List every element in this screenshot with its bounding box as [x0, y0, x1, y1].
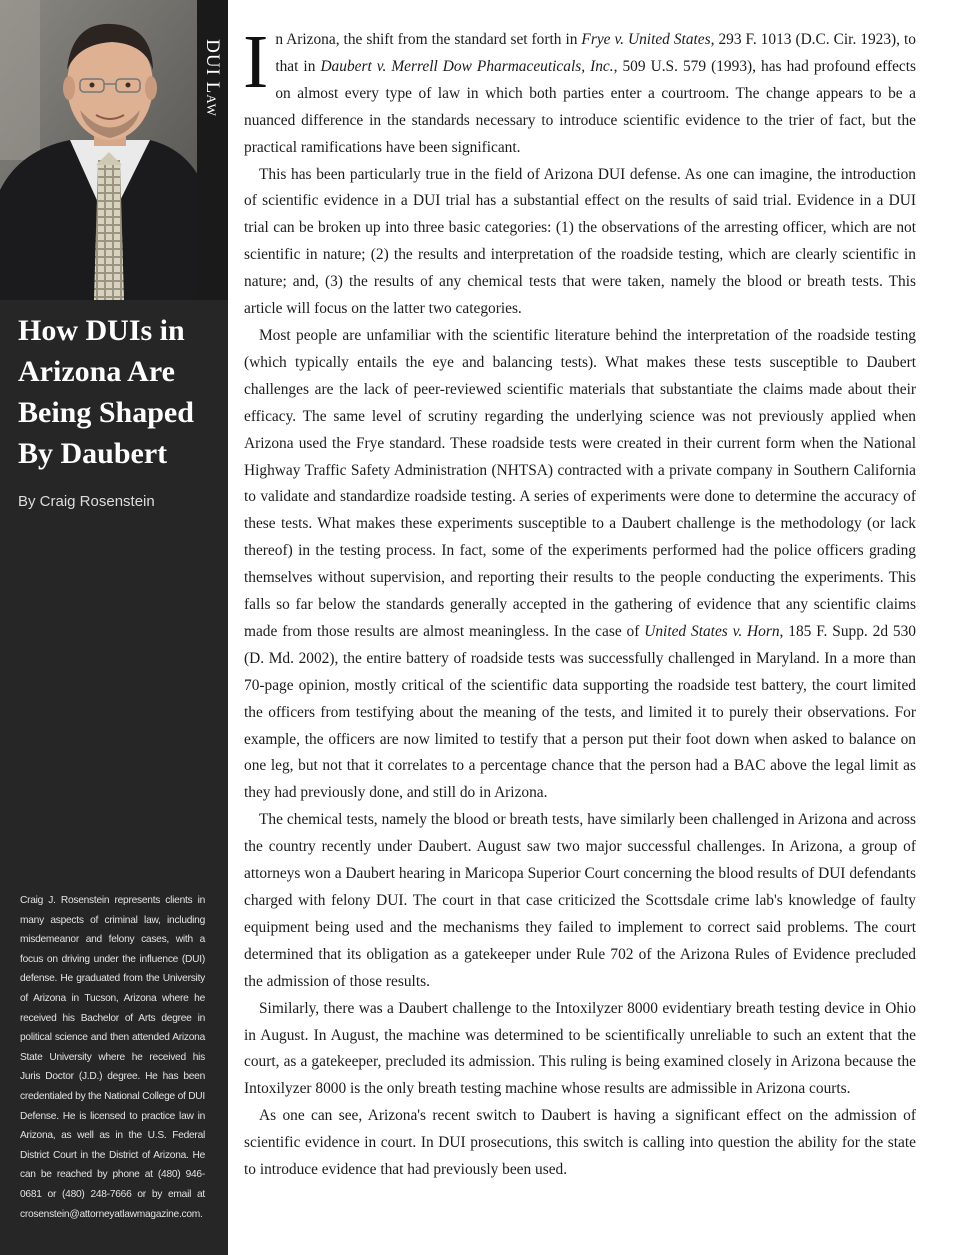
- sidebar: [0, 0, 228, 1255]
- author-bio: Craig J. Rosenstein represents clients in many aspects of criminal law, including misdemeanor and felony cases, with a focus on driving under the influence (DUI) defense. He graduated from the University of Arizona in Tucson, Arizona where he received his Bachelor of Arts degree in political science and then attended Arizona State University where he received his Juris Doctor (J.D.) degree. He has been credentialed by the National College of DUI Defense. He is licensed to practice law in Arizona, as well as in the U.S. Federal District Court in the District of Arizona. He can be reached by phone at (480) 946-0681 or (480) 248-7666 or by email at crosenstein@attorneyatlawmagazine.com.: [20, 895, 205, 1220]
- article-paragraph-3: [244, 323, 916, 807]
- text-run: , 185 F. Supp. 2d 530 (D. Md. 2002), the entire battery of roadside tests was successfully challenged in Maryland. In a more than 70-page opinion, mostly critical of the scientific data supporting the roadside test battery, the court limited the officers from testifying about the meaning of the tests, and limited it to purely their observations. For example, the officers are now limited to testify that a person put their foot down when asked to balance on one leg, but not that it correlates to a percentage chance that the person had a BAC above the legal limit as they had previously done, and still do in Arizona.: [244, 622, 916, 802]
- article-body: [243, 20, 917, 1184]
- drop-cap: I: [243, 20, 269, 104]
- article-paragraph-6: As one can see, Arizona's recent switch to Daubert is having a significant effect on the admission of scientific evidence in court. In DUI prosecutions, this switch is calling into question the ability for the state to introduce evidence that had previously been used.: [244, 1107, 916, 1179]
- section-label: DUI Law: [202, 39, 223, 117]
- article-headline: How DUIs in Arizona Are Being Shaped By Daubert: [18, 314, 194, 470]
- case-citation: Frye v. United States,: [581, 31, 715, 48]
- text-run: n Arizona, the shift from the standard set forth in: [275, 31, 582, 48]
- author-photo: [0, 0, 228, 300]
- article-paragraph-1: [243, 20, 917, 162]
- case-citation: United States v. Horn: [644, 622, 780, 640]
- article-paragraph-5: Similarly, there was a Daubert challenge to the Intoxilyzer 8000 evidentiary breath testing device in Ohio in August. In August, the machine was determined to be scientifically unreliable to such an extent that the court, as a gatekeeper, precluded its admission. This ruling is being examined closely in Arizona because the Intoxilyzer 8000 is the only breath testing machine whose results are admissible in Arizona courts.: [244, 999, 916, 1098]
- article-paragraph-4: The chemical tests, namely the blood or breath tests, have similarly been challenged in Arizona and across the country recently under Daubert. August saw two major successful challenges. In Arizona, a group of attorneys won a Daubert hearing in Maricopa Superior Court concerning the blood results of DUI defendants charged with felony DUI. The court in that case criticized the Scottsdale crime lab's knowledge of faulty equipment being used and the mechanisms they failed to implement to correct said problems. The court determined that its obligation as a gatekeeper under Rule 702 of the Arizona Rules of Evidence precluded the admission of those results.: [244, 811, 916, 990]
- case-citation: Daubert v. Merrell Dow Pharmaceuticals, Inc.: [320, 57, 614, 75]
- byline: By Craig Rosenstein: [18, 493, 155, 510]
- text-run: Most people are unfamiliar with the scientific literature behind the interpretation of the roadside testing (which typically entails the eye and balancing tests). What makes these tests susceptible to Daubert challenges are the lack of peer-reviewed scientific materials that substantiate the claims made about their efficacy. The same level of scrutiny regarding the underlying science was not previously applied when Arizona used the Frye standard. These roadside tests were created in their current form when the National Highway Traffic Safety Administration (NHTSA) contracted with a private company in Southern California to validate and standardize roadside testing. A series of experiments were done to determine the accuracy of these tests. What makes these experiments susceptible to a Daubert challenge is the methodology (or lack thereof) in the testing process. In fact, some of the experiments performed had the police officers grading themselves without supervision, and reporting their results to the people conducting the experiments. This falls so far below the standards generally accepted in the gathering of evidence that any scientific claims made from those results are almost meaningless. In the case of: [244, 326, 916, 640]
- article-paragraph-2: This has been particularly true in the field of Arizona DUI defense. As one can imagine, the introduction of scientific evidence in a DUI trial has a substantial effect on the results of said trial. Evidence in a DUI trial can be broken up into three basic categories: (1) the observations of the arresting officer, which are not scientific in nature; (2) the results and interpretation of the roadside testing, which are clearly scientific in nature; and, (3) the results of any chemical tests that were taken, namely the blood or breath tests. This article will focus on the latter two categories.: [244, 165, 916, 318]
- author-portrait-illustration: [0, 0, 228, 300]
- text-run: , 509 U.S. 579 (1993), has had profound effects on almost every type of law in which both parties enter a courtroom. The change appears to be a nuanced difference in the standards necessary to introduce scientific evidence to the trier of fact, but the practical ramifications have been significant.: [244, 57, 917, 156]
- section-tab: [197, 0, 228, 300]
- text-run: 293 F. 1013 (D.C. Cir. 1923), to that in: [275, 31, 916, 75]
